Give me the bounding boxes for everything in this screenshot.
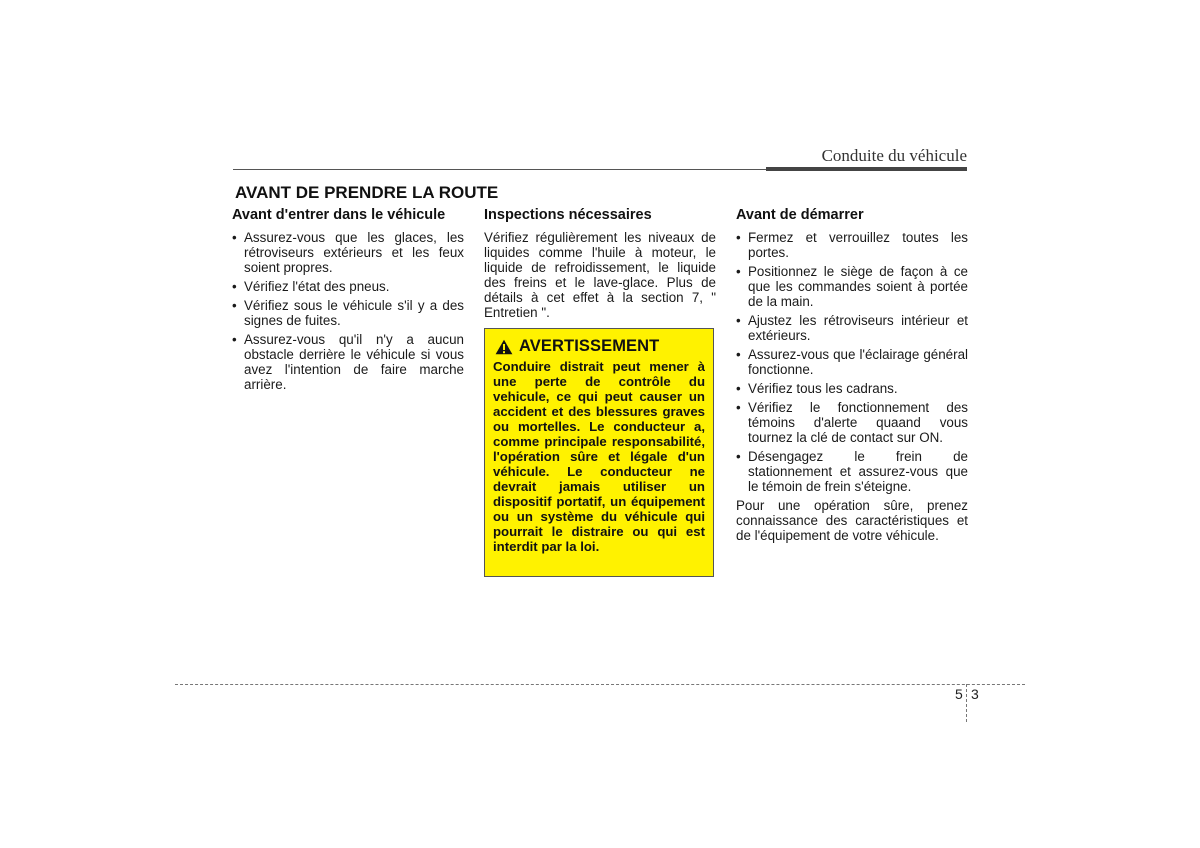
chapter-title: Conduite du véhicule xyxy=(821,146,967,165)
list-item: • Vérifiez tous les cadrans. xyxy=(736,381,898,396)
heading-before-entering: Avant d'entrer dans le véhicule xyxy=(232,207,446,223)
warning-text: Conduire distrait peut mener à une perte de contrôle du vehicule, ce qui peut causer un accident et des blessures graves ou mortelles. Le conducteur a, comme principale responsabilité, l'opération sûre et légale d'un véhicule. Le conducteur ne devrait jamais utiliser un dispositif portatif, un équipement ou un système du véhicule qui pourrait le distraire ou qui est interdit par la loi. xyxy=(493,359,705,554)
list-item: • Vérifiez le fonctionnement des témoins d'alerte quaand vous tournez la clé de contact sur ON. xyxy=(736,400,968,445)
footer-rule xyxy=(175,684,1025,685)
page-number: 3 xyxy=(971,686,979,702)
bullet: • xyxy=(232,230,237,245)
warning-header xyxy=(493,337,705,356)
bullet: • xyxy=(736,230,741,245)
list-item: • Positionnez le siège de façon à ce que les commandes soient à portée de la main. xyxy=(736,264,968,309)
bullet: • xyxy=(232,279,237,294)
bullet: • xyxy=(736,264,741,279)
column-before-starting xyxy=(736,207,968,543)
list-before-entering xyxy=(232,230,464,392)
footer-divider xyxy=(966,684,967,722)
bullet: • xyxy=(736,347,741,362)
list-item: • Vérifiez sous le véhicule s'il y a des signes de fuites. xyxy=(232,298,464,328)
bullet: • xyxy=(736,449,741,464)
bullet: • xyxy=(736,400,741,415)
warning-triangle-icon xyxy=(495,339,513,355)
list-before-starting xyxy=(736,230,968,494)
list-item: • Assurez-vous que l'éclairage général fonctionne. xyxy=(736,347,968,377)
inspections-paragraph: Vérifiez régulièrement les niveaux de liquides comme l'huile à moteur, le liquide de refroidissement, le liquide des freins et le lave-glace. Plus de détails à cet effet à la section 7, " Entretien ". xyxy=(484,230,716,320)
list-item: • Ajustez les rétroviseurs intérieur et extérieurs. xyxy=(736,313,968,343)
warning-box xyxy=(484,328,714,577)
heading-before-starting: Avant de démarrer xyxy=(736,207,864,223)
column-before-entering xyxy=(232,207,464,396)
heading-inspections: Inspections nécessaires xyxy=(484,207,652,223)
closing-paragraph: Pour une opération sûre, prenez connaissance des caractéristiques et de l'équipement de votre véhicule. xyxy=(736,498,968,543)
bullet: • xyxy=(232,332,237,347)
list-item: • Fermez et verrouillez toutes les portes. xyxy=(736,230,968,260)
list-item: • Vérifiez l'état des pneus. xyxy=(232,279,390,294)
section-title: AVANT DE PRENDRE LA ROUTE xyxy=(235,183,499,202)
list-item: • Assurez-vous qu'il n'y a aucun obstacle derrière le véhicule si vous avez l'intention de faire marche arrière. xyxy=(232,332,464,392)
warning-title: AVERTISSEMENT xyxy=(519,337,660,355)
column-inspections xyxy=(484,207,716,320)
list-item: • Désengagez le frein de stationnement et assurez-vous que le témoin de frein s'éteigne. xyxy=(736,449,968,494)
bullet: • xyxy=(736,313,741,328)
bullet: • xyxy=(736,381,741,396)
chapter-number: 5 xyxy=(955,686,963,702)
header-accent-bar xyxy=(766,167,967,171)
list-item: • Assurez-vous que les glaces, les rétroviseurs extérieurs et les feux soient propres. xyxy=(232,230,464,275)
bullet: • xyxy=(232,298,237,313)
